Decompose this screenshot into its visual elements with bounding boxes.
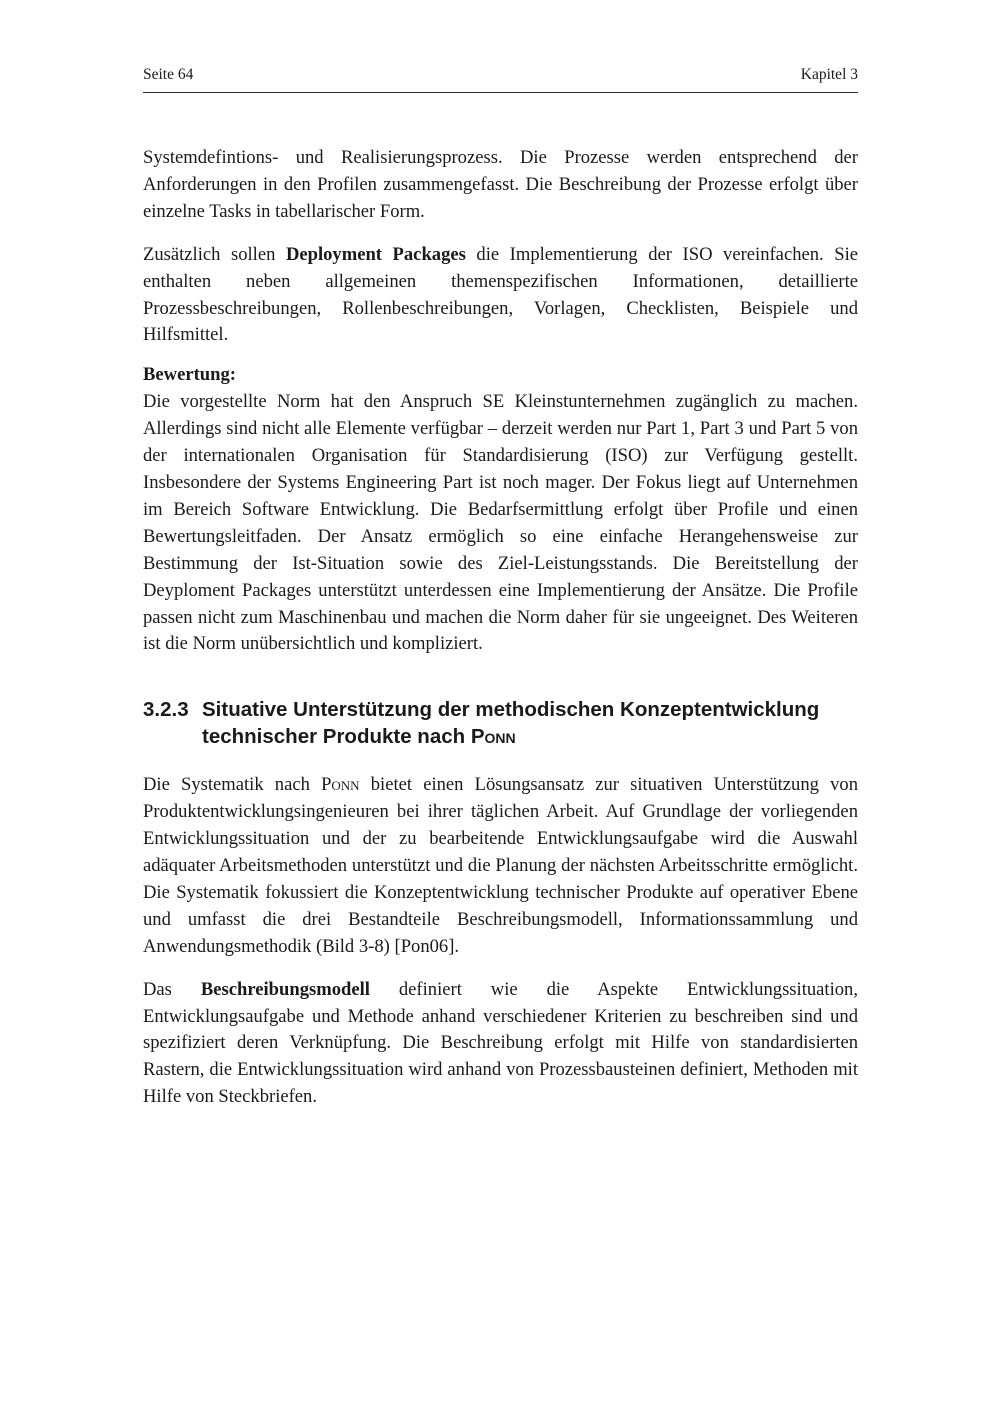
text-run: die Implementierung der ISO vereinfachen. Sie enthalten neben allgemeinen themenspezifischen Informationen, detaillierte Prozessbeschreibungen, Rollenbeschreibungen, Vorlagen, Checklisten, Beispiele und Hilfsmittel. (143, 243, 858, 346)
term-deployment-packages: Deployment Packages (285, 243, 466, 265)
section-heading (143, 696, 858, 750)
section-number: 3.2.3 (143, 698, 189, 722)
body-text (143, 145, 858, 1111)
running-header (143, 66, 858, 93)
paragraph-bewertung: Die vorgestellte Norm hat den Anspruch SE Kleinstunternehmen zugänglich zu machen. Allerdings sind nicht alle Elemente verfügbar – derzeit werden nur Part 1, Part 3 und Part 5 von der internationalen Organisation für Standardisierung (ISO) zur Verfügung gestellt. Insbesondere der Systems Engineering Part ist noch mager. Der Fokus liegt auf Unternehmen im Bereich Software Entwicklung. Die Bedarfsermittlung erfolgt über Profile und einen Bewertungsleitfaden. Der Ansatz ermöglich so eine einfache Herangehensweise zur Bestimmung der Ist-Situation sowie des Ziel-Leistungsstands. Die Bereitstellung der Deyploment Packages unterstützt unterdessen eine Implementierung der Ansätze. Die Profile passen nicht zum Maschinenbau und machen die Norm daher für sie ungeeignet. Des Weiteren ist die Norm unübersichtlich und kompliziert. (143, 391, 858, 655)
text-run: Die Systematik nach (143, 774, 322, 796)
text-run: Zusätzlich sollen (143, 243, 286, 265)
page-number: Seite 64 (143, 66, 194, 83)
author-name: Ponn (321, 774, 360, 796)
text-run: definiert wie die Aspekte Entwicklungssituation, Entwicklungsaufgabe und Methode anhand verschiedener Kriterien zu beschreiben sind und spezifiziert deren Verknüpfung. Die Beschreibung erfolgt mit Hilfe von standardisierten Rastern, die Entwicklungssituation wird anhand von Prozessbausteinen definiert, Methoden mit Hilfe von Steckbriefen. (143, 978, 858, 1108)
text-run: Das (143, 978, 201, 1000)
author-name: Ponn (470, 725, 516, 749)
paragraph-beschreibungsmodell (143, 977, 858, 1112)
paragraph-process-overview: Systemdefintions- und Realisierungsprozess. Die Prozesse werden entsprechend der Anforderungen in den Profilen zusammengefasst. Die Beschreibung der Prozesse erfolgt über einzelne Tasks in tabellarischer Form. (143, 147, 858, 222)
section-title (202, 696, 858, 750)
bewertung-heading: Bewertung: (143, 364, 236, 386)
paragraph-ponn-systematik (143, 772, 858, 960)
chapter-label: Kapitel 3 (800, 66, 858, 83)
text-run: bietet einen Lösungsansatz zur situativen Unterstützung von Produktentwicklungsingenieuren bei ihrer täglichen Arbeit. Auf Grundlage der vorliegenden Entwicklungssituation und der zu bearbeitende Entwicklungsaufgabe wird die Auswahl adäquater Arbeitsmethoden unterstützt und die Planung der nächsten Arbeitsschritte ermöglicht. Die Systematik fokussiert die Konzeptentwicklung technischer Produkte auf operativer Ebene und umfasst die drei Bestandteile Beschreibungsmodell, Informationssammlung und Anwendungsmethodik (Bild 3-8) [Pon06]. (143, 774, 858, 957)
section-title-text: Situative Unterstützung der methodischen Konzeptentwicklung technischer Produkte nach (202, 698, 820, 749)
paragraph-deployment-packages (143, 242, 858, 350)
term-beschreibungsmodell: Beschreibungsmodell (200, 978, 370, 1000)
